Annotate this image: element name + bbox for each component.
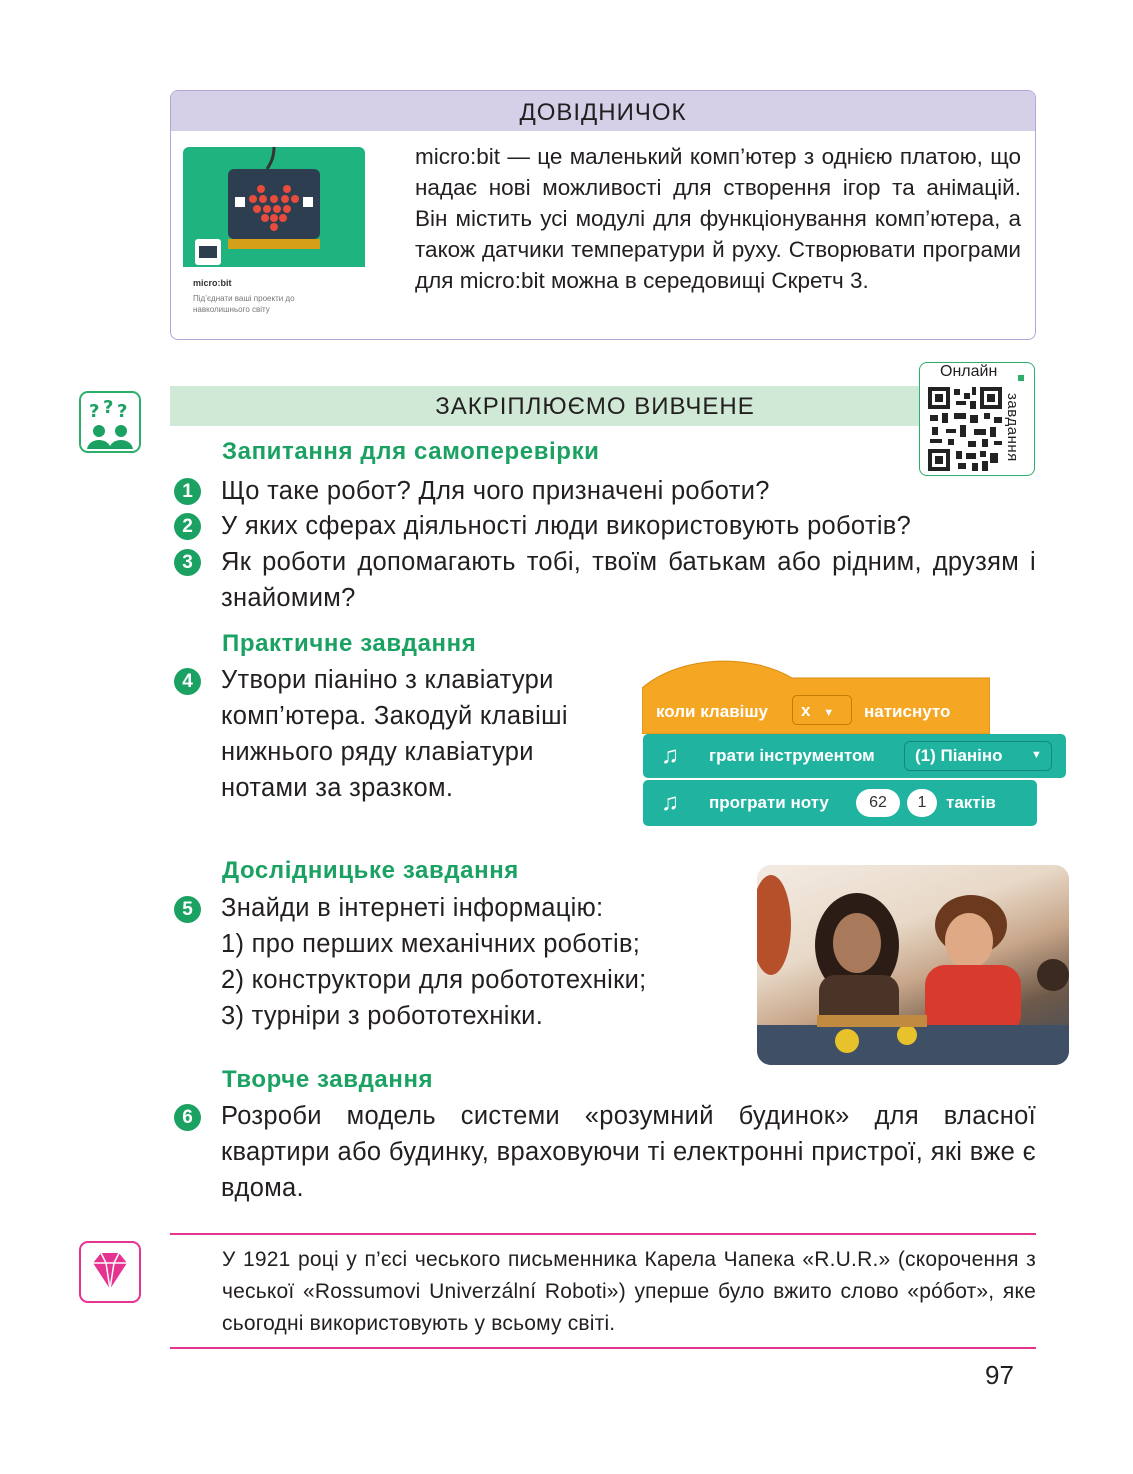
section-title: ЗАКРІПЛЮЄМО ВИВЧЕНЕ [170, 386, 1020, 426]
chevron-down-icon: ▼ [823, 707, 835, 719]
microbit-card [183, 147, 365, 327]
diamond-icon [79, 1241, 141, 1303]
play-note-block[interactable] [643, 780, 1037, 826]
reference-box [170, 90, 1036, 340]
svg-text:?: ? [117, 401, 128, 422]
svg-text:?: ? [89, 401, 100, 422]
hat-text-before: коли клавішу [656, 702, 768, 721]
practical-heading: Практичне завдання [222, 630, 477, 657]
fact-top-divider [170, 1233, 1036, 1235]
online-label: Онлайн [940, 363, 998, 380]
scratch-hat-block[interactable] [642, 658, 990, 734]
note-input[interactable]: 62 [856, 789, 900, 817]
question-2: У яких сферах діяльності люди використовують роботів? [221, 512, 912, 540]
microbit-card-description: Під’єднати ваші проекти до навколишнього світу [193, 294, 295, 314]
reference-title: ДОВІДНИЧОК [171, 91, 1035, 131]
question-1: Що таке робот? Для чого призначені роботи? [221, 477, 770, 505]
fact-bottom-divider [170, 1347, 1036, 1349]
microbit-illustration [183, 147, 365, 267]
item-number-4: 4 [174, 668, 201, 695]
creative-heading: Творче завдання [222, 1066, 434, 1093]
creative-text: Розроби модель системи «розумний будинок» для власної квартири або будинку, враховуючи ті електронні пристрої, які вже є вдома. [221, 1102, 1036, 1202]
online-dot [1018, 375, 1024, 381]
music-icon: ♫ [661, 742, 679, 769]
online-tasks-box[interactable] [919, 362, 1035, 476]
self-check-heading: Запитання для самоперевірки [222, 438, 600, 465]
practical-text: Утвори піаніно з клавіатури комп’ютера. Закодуй клавіші нижнього ряду клавіатури нотами за зразком. [221, 666, 568, 802]
item-number-2: 2 [174, 513, 201, 540]
reference-text: micro:bit — це маленький комп’ютер з однією платою, що надає нові можливості для створення ігор та анімацій. Він містить усі модулі для функціонування комп’ютера, а також датчики температури й руху. Створювати програми для micro:bit можна в середовищі Скретч 3. [415, 144, 1021, 293]
instrument-dropdown[interactable] [904, 741, 1052, 771]
item-number-6: 6 [174, 1104, 201, 1131]
students-robotics-photo [757, 865, 1069, 1065]
instrument-dropdown-value: (1) Піаніно [915, 746, 1003, 765]
key-dropdown-value: x [801, 701, 811, 720]
qr-code[interactable] [928, 387, 1002, 476]
research-item-2: 2) конструктори для робототехніки; [221, 966, 647, 994]
item-number-5: 5 [174, 896, 201, 923]
item-number-3: 3 [174, 549, 201, 576]
research-heading: Дослідницьке завдання [222, 857, 519, 884]
music-icon: ♫ [661, 789, 679, 816]
question-3: Як роботи допомагають тобі, твоїм батькам або рідним, друзям і знайомим? [221, 548, 1036, 612]
svg-text:?: ? [103, 397, 114, 418]
item-number-1: 1 [174, 478, 201, 505]
page-number: 97 [985, 1360, 1014, 1390]
beats-input[interactable]: 1 [907, 789, 937, 817]
research-intro: Знайди в інтернеті інформацію: [221, 894, 604, 922]
play-instrument-text: грати інструментом [709, 746, 875, 765]
questions-icon [79, 391, 141, 453]
fact-text: У 1921 році у п’єсі чеського письменника Карела Чапека «R.U.R.» (скорочення з чеської «Rossumovi Univerzální Roboti») уперше було вжито слово «рóбот», яке сьогодні використовують у всьому світі. [222, 1248, 1036, 1335]
beats-unit-text: тактів [946, 793, 996, 812]
key-dropdown[interactable] [792, 695, 852, 725]
research-item-1: 1) про перших механічних роботів; [221, 930, 641, 958]
hat-text-after: натиснуто [864, 702, 951, 721]
microbit-card-name: micro:bit [193, 278, 232, 288]
chevron-down-icon: ▼ [1031, 749, 1042, 761]
play-note-text: програти ноту [709, 793, 829, 812]
play-instrument-block[interactable] [643, 734, 1066, 778]
research-item-3: 3) турніри з робототехніки. [221, 1002, 544, 1030]
tasks-label: завдання [1004, 393, 1021, 462]
